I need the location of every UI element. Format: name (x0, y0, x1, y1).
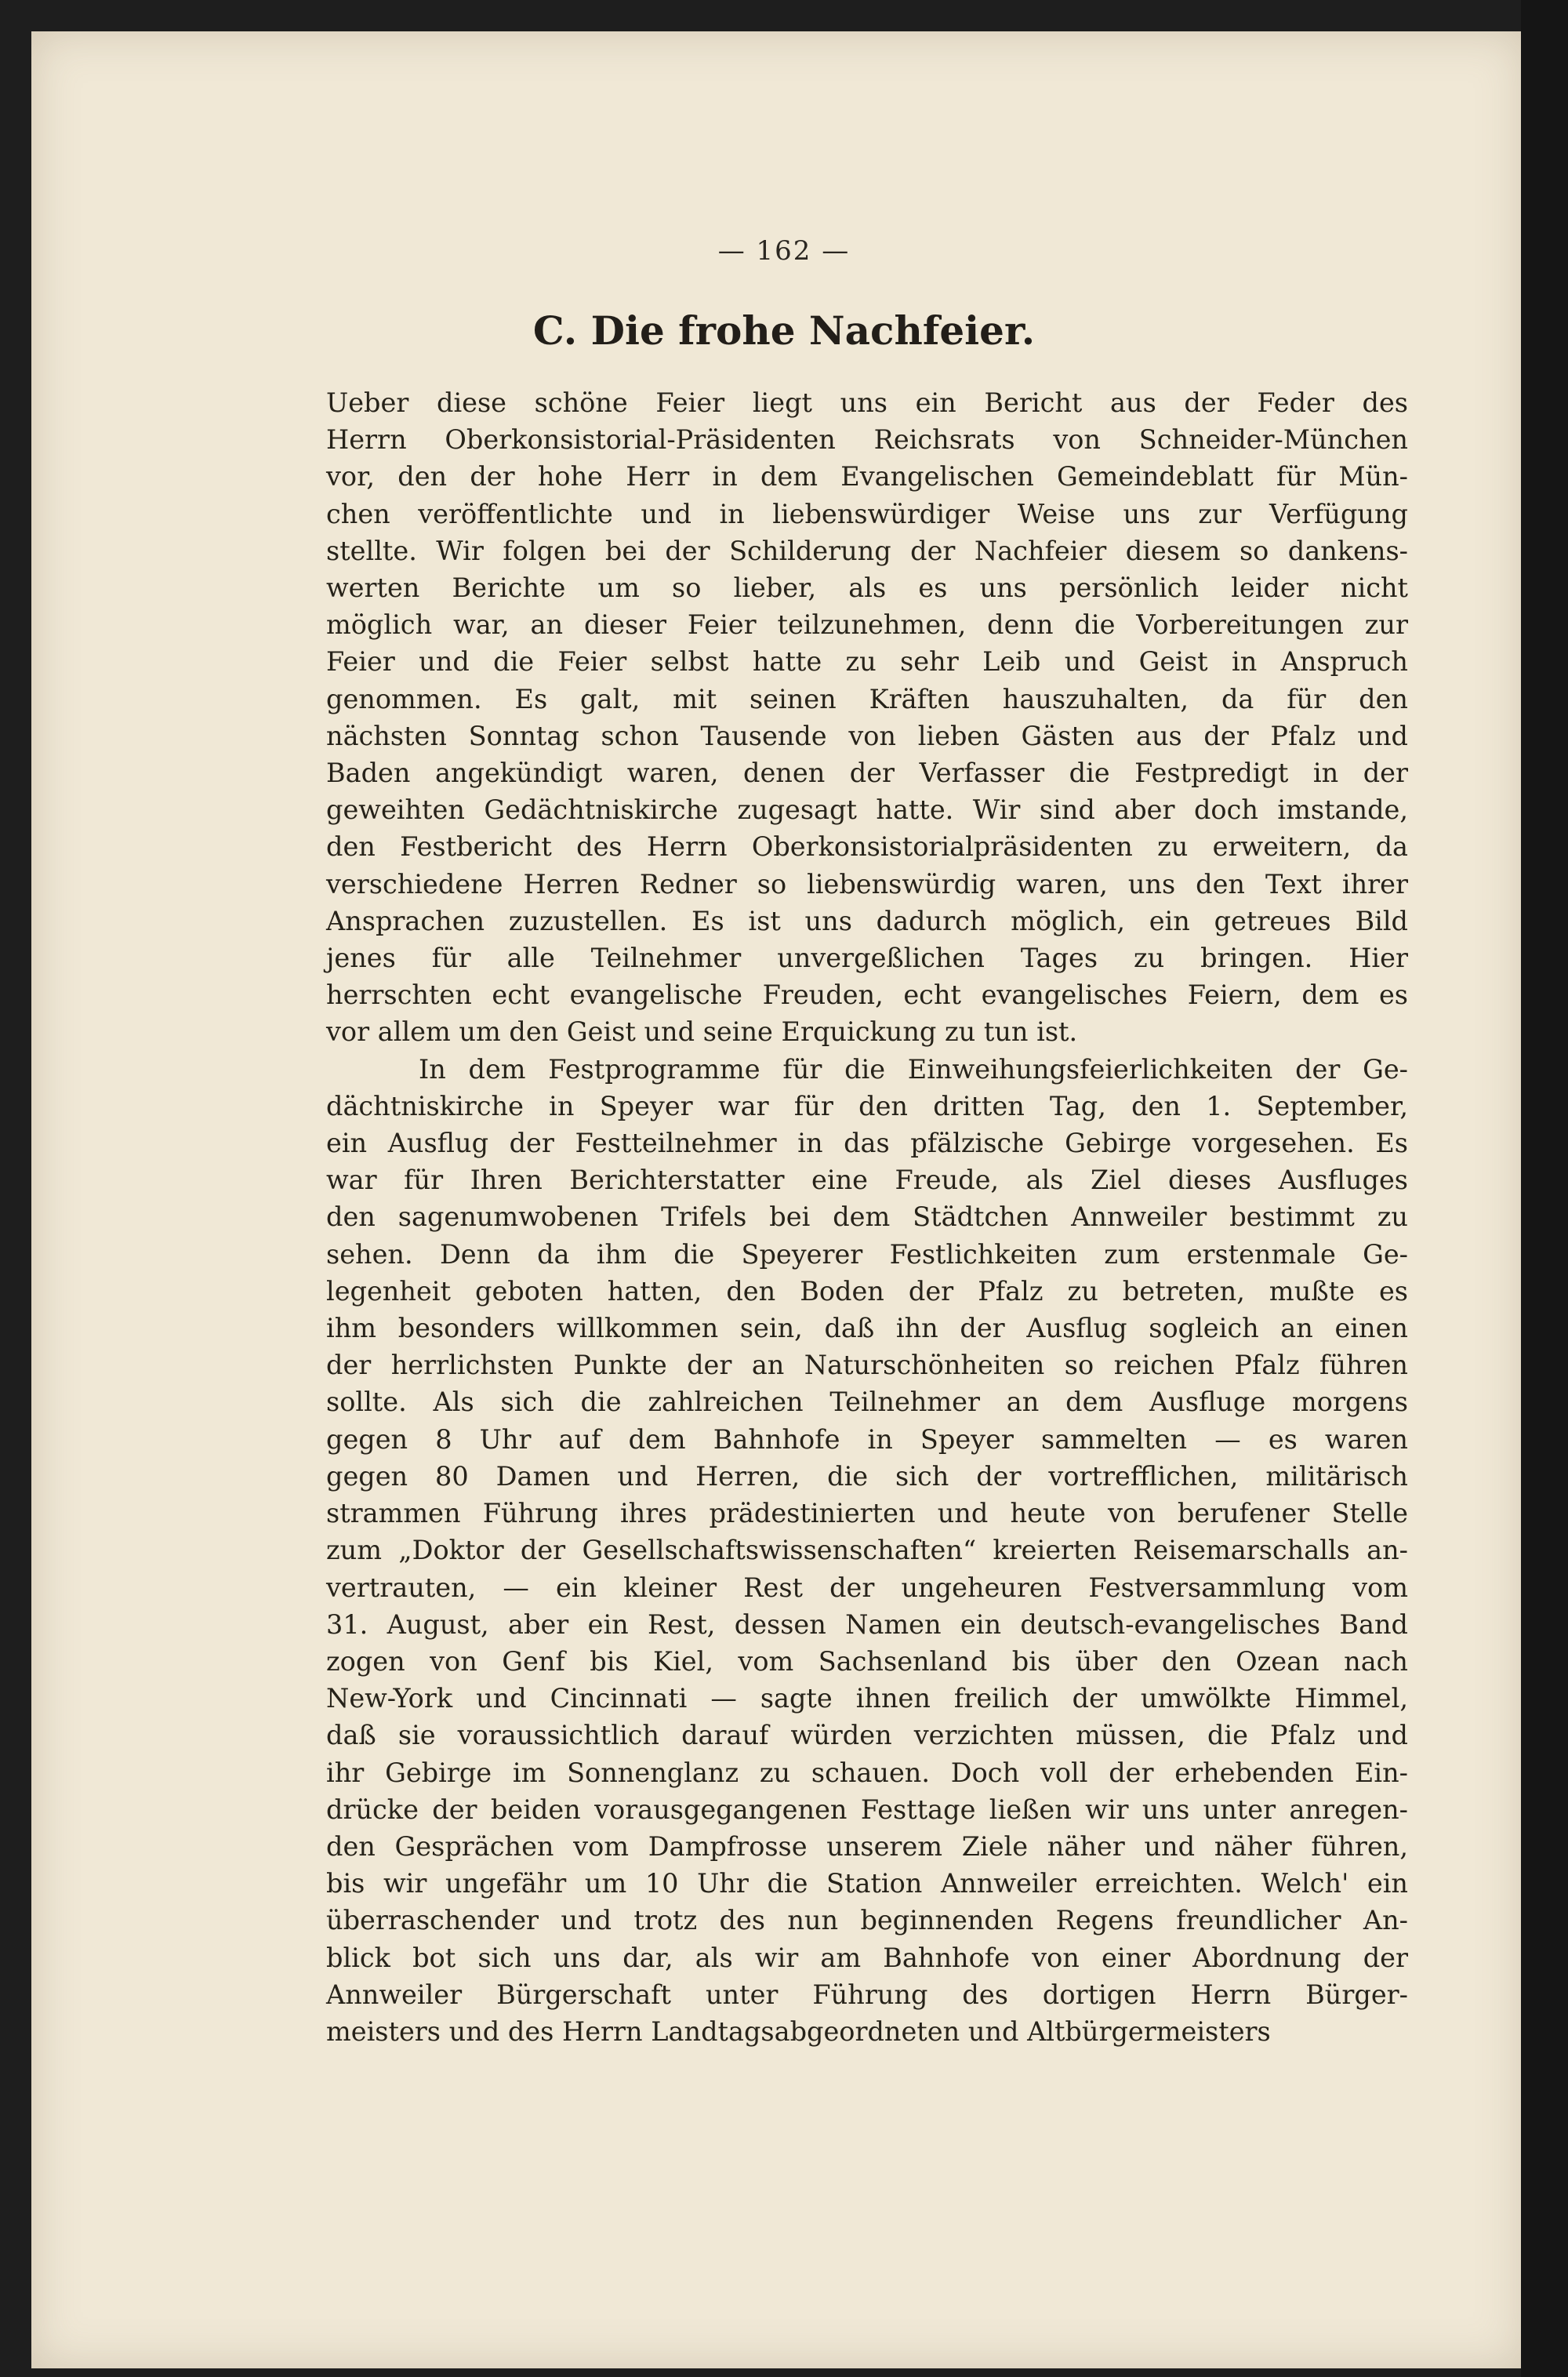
text-line: stellte. Wir folgen bei der Schilderung der Nachfeier diesem so dankens- (326, 535, 1408, 566)
text-line: strammen Führung ihres prädestinierten und heute von berufener Stelle (326, 1498, 1408, 1529)
section-heading: C. Die frohe Nachfeier. (532, 307, 1036, 354)
text-line: dächtniskirche in Speyer war für den dritten Tag, den 1. September, (326, 1090, 1408, 1121)
text-line: Ueber diese schöne Feier liegt uns ein Bericht aus der Feder des (326, 387, 1408, 418)
text-line: 31. August, aber ein Rest, dessen Namen ein deutsch-evangelisches Band (326, 1608, 1408, 1640)
text-line: möglich war, an dieser Feier teilzunehmen, denn die Vorbereitungen zur (326, 609, 1408, 641)
text-line: sollte. Als sich die zahlreichen Teilnehmer an dem Ausfluge morgens (326, 1387, 1408, 1418)
page-number: — 162 — (717, 235, 851, 267)
body-text (326, 384, 1408, 2050)
text-line: den Festbericht des Herrn Oberkonsistorialpräsidenten zu erweitern, da (326, 831, 1408, 863)
text-line: werten Berichte um so lieber, als es uns persönlich leider nicht (326, 572, 1408, 604)
text-line: meisters und des Herrn Landtagsabgeordneten und Altbürgermeisters (326, 2015, 1271, 2047)
text-line: New-York und Cincinnati — sagte ihnen freilich der umwölkte Himmel, (326, 1683, 1408, 1714)
text-line: jenes für alle Teilnehmer unvergeßlichen Tages zu bringen. Hier (326, 943, 1408, 974)
text-line: Ansprachen zuzustellen. Es ist uns dadurch möglich, ein getreues Bild (326, 905, 1408, 936)
text-line: genommen. Es galt, mit seinen Kräften hauszuhalten, da für den (326, 683, 1408, 714)
text-line: vor allem um den Geist und seine Erquickung zu tun ist. (326, 1016, 1078, 1048)
text-line: nächsten Sonntag schon Tausende von lieben Gästen aus der Pfalz und (326, 720, 1408, 751)
text-line: daß sie voraussichtlich darauf würden verzichten müssen, die Pfalz und (326, 1720, 1408, 1751)
text-line: geweihten Gedächtniskirche zugesagt hatte. Wir sind aber doch imstande, (326, 794, 1408, 826)
text-line: vertrauten, — ein kleiner Rest der ungeheuren Festversammlung vom (326, 1572, 1408, 1603)
text-line: blick bot sich uns dar, als wir am Bahnhofe von einer Abordnung der (326, 1942, 1408, 1973)
paragraph-2 (326, 1051, 1408, 2050)
paragraph-1 (326, 384, 1408, 1051)
text-line: der herrlichsten Punkte der an Naturschönheiten so reichen Pfalz führen (326, 1350, 1408, 1381)
text-line: verschiedene Herren Redner so liebenswürdig waren, uns den Text ihrer (326, 868, 1408, 900)
text-line: ihm besonders willkommen sein, daß ihn der Ausflug sogleich an einen (326, 1313, 1408, 1344)
text-line: den Gesprächen vom Dampfrosse unserem Ziele näher und näher führen, (326, 1830, 1408, 1862)
text-line: vor, den der hohe Herr in dem Evangelischen Gemeindeblatt für Mün- (326, 461, 1408, 492)
text-line: war für Ihren Berichterstatter eine Freude, als Ziel dieses Ausfluges (326, 1165, 1408, 1196)
text-line: gegen 80 Damen und Herren, die sich der vortrefflichen, militärisch (326, 1460, 1408, 1492)
text-line: legenheit geboten hatten, den Boden der Pfalz zu betreten, mußte es (326, 1275, 1408, 1307)
text-line: überraschender und trotz des nun beginnenden Regens freundlicher An- (326, 1905, 1408, 1936)
text-line: drücke der beiden vorausgegangenen Festtage ließen wir uns unter anregen- (326, 1794, 1408, 1825)
text-line: zum „Doktor der Gesellschaftswissenschaften“ kreierten Reisemarschalls an- (326, 1535, 1408, 1566)
text-line: ein Ausflug der Festteilnehmer in das pfälzische Gebirge vorgesehen. Es (326, 1128, 1408, 1159)
text-line: In dem Festprogramme für die Einweihungsfeierlichkeiten der Ge- (419, 1053, 1408, 1085)
text-line: den sagenumwobenen Trifels bei dem Städtchen Annweiler bestimmt zu (326, 1201, 1408, 1233)
text-line: Herrn Oberkonsistorial-Präsidenten Reichsrats von Schneider-München (326, 424, 1408, 456)
page-edge-shadow (1521, 0, 1568, 2377)
text-line: Baden angekündigt waren, denen der Verfasser die Festpredigt in der (326, 758, 1408, 789)
text-line: zogen von Genf bis Kiel, vom Sachsenland bis über den Ozean nach (326, 1645, 1408, 1677)
text-line: Annweiler Bürgerschaft unter Führung des dortigen Herrn Bürger- (326, 1979, 1408, 2010)
text-line: ihr Gebirge im Sonnenglanz zu schauen. Doch voll der erhebenden Ein- (326, 1757, 1408, 1788)
text-line: sehen. Denn da ihm die Speyerer Festlichkeiten zum erstenmale Ge- (326, 1238, 1408, 1270)
text-line: bis wir ungefähr um 10 Uhr die Station Annweiler erreichten. Welch' ein (326, 1868, 1408, 1899)
text-line: herrschten echt evangelische Freuden, echt evangelisches Feiern, dem es (326, 980, 1408, 1011)
text-line: gegen 8 Uhr auf dem Bahnhofe in Speyer sammelten — es waren (326, 1423, 1408, 1455)
text-line: Feier und die Feier selbst hatte zu sehr Leib und Geist in Anspruch (326, 646, 1408, 678)
text-line: chen veröffentlichte und in liebenswürdiger Weise uns zur Verfügung (326, 498, 1408, 529)
